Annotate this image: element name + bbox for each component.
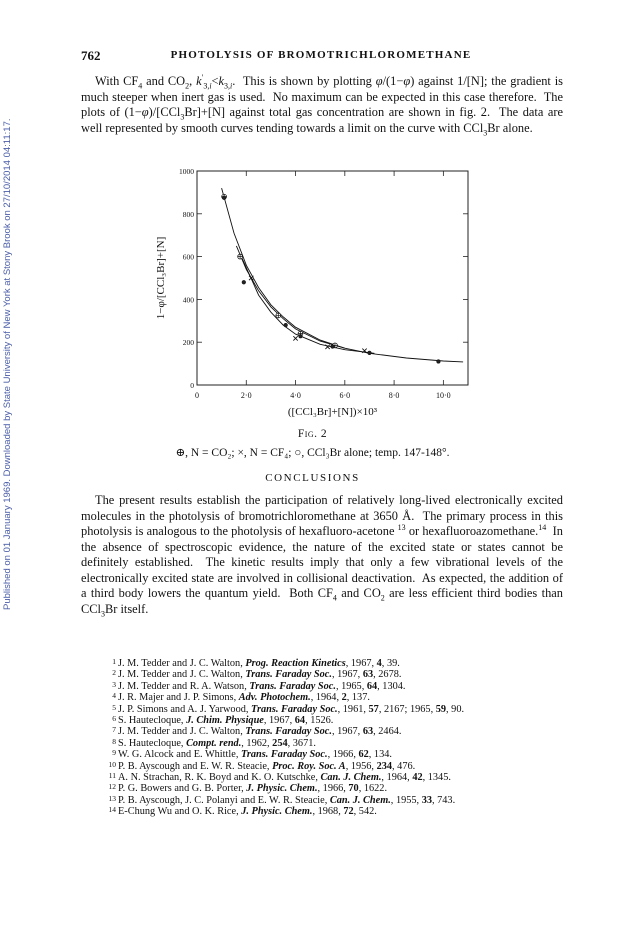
- reference-list: [106, 658, 576, 818]
- reference-number: 7: [112, 725, 116, 735]
- data-point-cf4: [293, 336, 297, 340]
- x-tick-label: 4·0: [290, 391, 301, 400]
- reference-item: [106, 772, 576, 783]
- figure-caption: ⊕, N = CO₂; ×, N = CF₄; ○, CCl₃Br alone; temp. 147-148°.: [175, 447, 450, 459]
- data-point-ccl3br: [284, 323, 288, 327]
- reference-item: [106, 669, 576, 680]
- reference-number: 9: [112, 748, 116, 758]
- body-paragraph-1: With $CF_4$ and $CO_2$, $k'_{3,i}<k_{3,i}$. This is shown by plotting φ/(1−φ) against 1/[N]; the gradient is much steeper when inert gas is used. No maximum can be expected in this case therefore. The plots of (1−φ)/[CCl$_3$Br]+[N] against total gas concentration are shown in fig. 2. The data are well represented by smooth curves tending towards a limit on the curve with CCl$_3$Br alone.: [81, 72, 563, 137]
- y-tick-label: 400: [182, 295, 194, 305]
- data-point-ccl3br: [368, 351, 372, 355]
- reference-number: 12: [108, 782, 116, 792]
- reference-number: 13: [108, 793, 116, 803]
- reference-text: S. Hautecloque, J. Chim. Physique, 1967, 64, 1526.: [118, 715, 334, 727]
- reference-text: J. M. Tedder and R. A. Watson, Trans. Faraday Soc., 1965, 64, 1304.: [118, 680, 406, 692]
- y-tick-label: 0: [190, 381, 194, 390]
- page-number: 762: [81, 48, 101, 63]
- reference-text: J. R. Majer and J. P. Simons, Adv. Photochem., 1964, 2, 137.: [118, 692, 370, 704]
- y-axis-label: 1−φ/[CCl₃Br]+[N]: [155, 236, 167, 320]
- y-tick-label: 800: [182, 209, 194, 219]
- reference-number: 5: [112, 702, 116, 712]
- data-point-ccl3br: [222, 196, 226, 200]
- reference-item: [106, 681, 576, 692]
- page-header: [81, 48, 561, 64]
- reference-item: [106, 761, 576, 772]
- reference-item: [106, 726, 576, 737]
- body-paragraph-2: The present results establish the participation of relatively long-lived electronically excited molecules in the photolysis of bromotrichloromethane at 3650 Å. The primary process in this photolysis is analogous to the photolysis of hexafluoro-acetone $^{13}$ or hexafluoroazomethane.$^{14}$ In the absence of spectroscopic evidence, the nature of the excited state or states cannot be definitely established. The kinetic results imply that only a few vibrational levels of the electronically excited state are involved in collisional deactivation. As expected, the addition of a third body lowers the quantum yield. Both $CF_4$ and $CO_2$ are less efficient third bodies than CCl$_3$Br itself.: [81, 493, 563, 618]
- reference-text: J. P. Simons and A. J. Yarwood, Trans. Faraday Soc., 1961, 57, 2167; 1965, 59, 90.: [118, 703, 465, 715]
- watermark-text: Published on 01 January 1969. Downloaded by State University of New York at Stony Brook on 27/10/2014 04:11:17.: [2, 118, 13, 610]
- reference-number: 4: [112, 691, 116, 701]
- reference-item: [106, 738, 576, 749]
- reference-text: P. B. Ayscough and E. W. R. Steacie, Proc. Roy. Soc. A, 1956, 234, 476.: [118, 760, 416, 772]
- reference-text: J. M. Tedder and J. C. Walton, Trans. Faraday Soc., 1967, 63, 2678.: [118, 669, 402, 681]
- data-point-cf4: [325, 345, 329, 349]
- reference-text: J. M. Tedder and J. C. Walton, Trans. Faraday Soc., 1967, 63, 2464.: [118, 726, 402, 738]
- reference-item: [106, 704, 576, 715]
- reference-number: 2: [112, 668, 116, 678]
- reference-number: 10: [108, 759, 116, 769]
- reference-item: [106, 715, 576, 726]
- x-tick-label: 2·0: [240, 391, 252, 400]
- reference-number: 14: [108, 805, 116, 815]
- reference-item: [106, 658, 576, 669]
- running-title: PHOTOLYSIS OF BROMOTRICHLOROMETHANE: [170, 49, 472, 61]
- x-axis-label: ([CCl₃Br]+[N])×10³: [287, 406, 378, 418]
- reference-text: P. G. Bowers and G. B. Porter, J. Physic. Chem., 1966, 70, 1622.: [118, 783, 388, 795]
- reference-number: 8: [112, 736, 116, 746]
- reference-item: [106, 783, 576, 794]
- data-point-ccl3br: [331, 345, 335, 349]
- reference-item: [106, 806, 576, 817]
- figure-label: Fig. 2: [297, 428, 328, 440]
- reference-text: P. B. Ayscough, J. C. Polanyi and E. W. R. Steacie, Can. J. Chem., 1955, 33, 743.: [118, 794, 456, 806]
- reference-text: A. N. Strachan, R. K. Boyd and K. O. Kutschke, Can. J. Chem., 1964, 42, 1345.: [118, 772, 451, 784]
- reference-item: [106, 795, 576, 806]
- y-tick-label: 1000: [179, 167, 194, 176]
- data-point-ccl3br: [437, 360, 441, 364]
- figure-2-chart: [140, 163, 475, 445]
- curve-line: [222, 188, 464, 362]
- reference-number: 11: [108, 771, 116, 781]
- y-tick-label: 200: [182, 338, 194, 348]
- x-tick-label: 8·0: [388, 391, 400, 400]
- reference-text: S. Hautecloque, Compt. rend., 1962, 254, 3671.: [118, 737, 316, 749]
- reference-item: [106, 692, 576, 703]
- x-tick-label: 0: [195, 391, 199, 400]
- reference-text: W. G. Alcock and E. Whittle, Trans. Faraday Soc., 1966, 62, 134.: [118, 749, 392, 761]
- x-tick-label: 10·0: [436, 391, 451, 400]
- curve-line: [241, 257, 374, 354]
- x-tick-label: 6·0: [339, 391, 351, 400]
- data-point-ccl3br: [299, 334, 303, 338]
- y-tick-label: 600: [182, 252, 194, 262]
- chart-svg: [140, 163, 475, 445]
- reference-number: 3: [112, 679, 116, 689]
- download-watermark: [2, 90, 14, 610]
- reference-item: [106, 749, 576, 760]
- reference-number: 1: [112, 657, 116, 666]
- section-heading: CONCLUSIONS: [265, 472, 360, 484]
- curve-line: [236, 246, 344, 348]
- reference-text: J. M. Tedder and J. C. Walton, Prog. Reaction Kinetics, 1967, 4, 39.: [118, 658, 400, 669]
- data-point-ccl3br: [242, 280, 246, 284]
- reference-number: 6: [112, 714, 116, 724]
- reference-text: E-Chung Wu and O. K. Rice, J. Physic. Chem., 1968, 72, 542.: [118, 806, 377, 818]
- plot-frame: [197, 171, 468, 385]
